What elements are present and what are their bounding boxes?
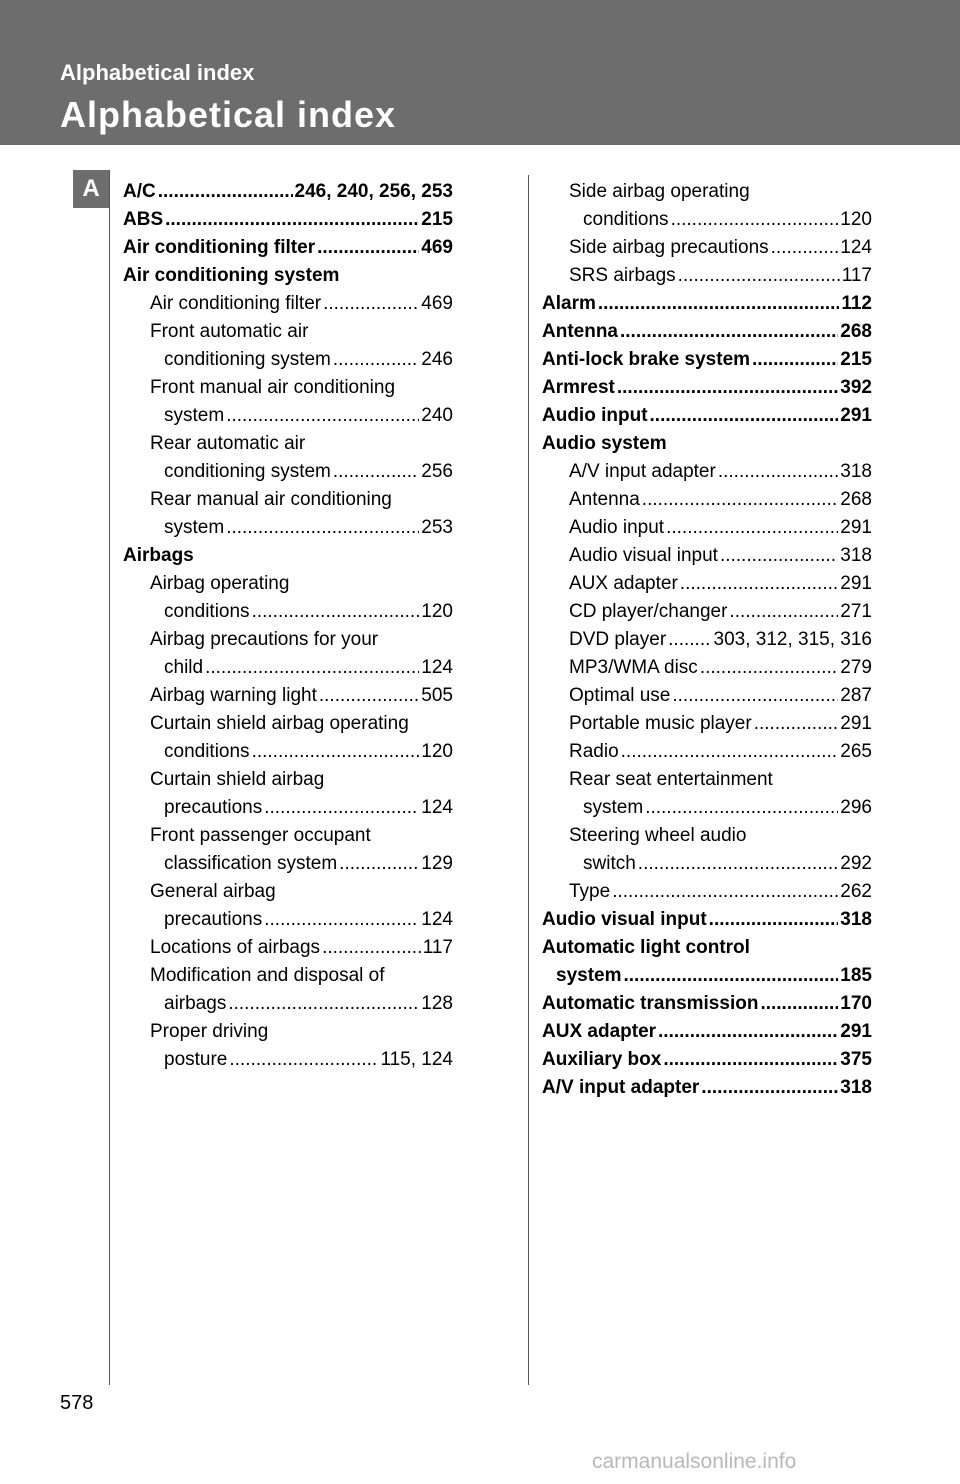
index-term: Air conditioning filter — [123, 237, 316, 258]
index-page-ref[interactable]: 215 — [421, 209, 453, 230]
index-page-ref[interactable]: 112 — [841, 293, 872, 314]
dot-leader — [663, 1046, 838, 1074]
index-entry — [542, 598, 872, 626]
dot-leader — [754, 710, 839, 738]
index-entry — [123, 1046, 453, 1074]
page-header — [0, 0, 960, 145]
index-page-ref[interactable]: 268 — [840, 489, 872, 510]
index-term: Type — [569, 881, 611, 902]
index-page-ref[interactable]: 124 — [421, 909, 453, 930]
index-term: Audio input — [542, 405, 648, 426]
index-entry — [123, 234, 453, 262]
index-entry — [542, 962, 872, 990]
index-entry — [542, 850, 872, 878]
index-term: posture — [164, 1049, 228, 1070]
index-entry — [123, 486, 453, 514]
index-entry — [123, 374, 453, 402]
index-entry — [123, 850, 453, 878]
index-term: system — [164, 517, 225, 538]
dot-leader — [252, 598, 420, 626]
index-page-ref[interactable]: 253 — [421, 517, 453, 538]
dot-leader — [621, 738, 839, 766]
dot-leader — [678, 262, 840, 290]
index-entry — [123, 654, 453, 682]
index-term: Antenna — [569, 489, 640, 510]
index-term: system — [583, 797, 644, 818]
index-entry — [542, 1018, 872, 1046]
index-entry — [123, 542, 453, 570]
index-entry — [542, 766, 872, 794]
index-term: Airbag operating — [150, 573, 290, 594]
index-entry — [542, 794, 872, 822]
index-term: Airbag warning light — [150, 685, 317, 706]
dot-leader — [165, 206, 419, 234]
section-letter-tab: A — [73, 170, 109, 208]
index-page-ref[interactable]: 124 — [421, 797, 453, 818]
index-term: Antenna — [542, 321, 618, 342]
dot-leader — [264, 794, 419, 822]
dot-leader — [729, 598, 838, 626]
index-column-right — [542, 178, 872, 1102]
dot-leader — [229, 1046, 378, 1074]
index-term: CD player/changer — [569, 601, 728, 622]
index-entry — [542, 318, 872, 346]
dot-leader — [671, 206, 839, 234]
index-page-ref[interactable]: 279 — [840, 657, 872, 678]
index-term: Optimal use — [569, 685, 671, 706]
dot-leader — [638, 850, 839, 878]
index-page-ref[interactable]: 318 — [840, 461, 872, 482]
dot-leader — [612, 878, 838, 906]
index-page-ref[interactable]: 246, 240, 256, 253 — [294, 181, 453, 202]
index-term: Portable music player — [569, 713, 752, 734]
index-term: Alarm — [542, 293, 596, 314]
index-entry — [542, 402, 872, 430]
dot-leader — [333, 458, 419, 486]
dot-leader — [642, 486, 839, 514]
index-term: Front passenger occupant — [150, 825, 371, 846]
index-term: system — [556, 965, 622, 986]
index-entry — [542, 206, 872, 234]
index-entry — [542, 878, 872, 906]
dot-leader — [672, 682, 838, 710]
index-term: General airbag — [150, 881, 276, 902]
index-page-ref[interactable]: 265 — [840, 741, 872, 762]
index-entry — [542, 570, 872, 598]
left-divider — [109, 170, 110, 1385]
index-term: classification system — [164, 853, 338, 874]
index-term: Airbags — [123, 545, 194, 566]
index-entry — [542, 654, 872, 682]
index-page-ref[interactable]: 303, 312, 315, 316 — [713, 629, 872, 650]
dot-leader — [333, 346, 419, 374]
dot-leader — [760, 990, 838, 1018]
dot-leader — [720, 542, 838, 570]
index-entry — [123, 514, 453, 542]
dot-leader — [771, 234, 839, 262]
index-page-ref[interactable]: 246 — [421, 349, 453, 370]
index-entry — [542, 178, 872, 206]
index-page-ref[interactable]: 185 — [840, 965, 872, 986]
index-entry — [542, 430, 872, 458]
index-page-ref[interactable]: 120 — [421, 601, 453, 622]
index-page-ref[interactable]: 271 — [840, 601, 872, 622]
index-entry — [123, 570, 453, 598]
index-term: Front automatic air — [150, 321, 309, 342]
dot-leader — [680, 570, 839, 598]
index-page-ref[interactable]: 318 — [840, 909, 872, 930]
index-term: precautions — [164, 797, 263, 818]
index-term: airbags — [164, 993, 227, 1014]
index-entry — [123, 738, 453, 766]
index-entry — [542, 486, 872, 514]
index-entry — [123, 290, 453, 318]
index-entry — [123, 262, 453, 290]
dot-leader — [666, 514, 838, 542]
index-term: Rear seat entertainment — [569, 769, 773, 790]
index-term: Curtain shield airbag — [150, 769, 325, 790]
index-term: Radio — [569, 741, 619, 762]
index-page-ref[interactable]: 469 — [421, 293, 453, 314]
index-term: Automatic transmission — [542, 993, 759, 1014]
index-entry — [542, 262, 872, 290]
index-page-ref[interactable]: 117 — [841, 265, 872, 286]
index-entry — [542, 1074, 872, 1102]
dot-leader — [598, 290, 839, 318]
index-page-ref[interactable]: 256 — [421, 461, 453, 482]
index-entry — [542, 234, 872, 262]
index-page-ref[interactable]: 318 — [840, 1077, 872, 1098]
dot-leader — [252, 738, 420, 766]
dot-leader — [658, 1018, 838, 1046]
index-entry — [542, 990, 872, 1018]
index-entry — [123, 906, 453, 934]
index-page-ref[interactable]: 292 — [840, 853, 872, 874]
index-term: Audio input — [569, 517, 665, 538]
index-page-ref[interactable]: 120 — [421, 741, 453, 762]
index-page-ref[interactable]: 291 — [840, 1021, 872, 1042]
index-term: switch — [583, 853, 636, 874]
index-term: precautions — [164, 909, 263, 930]
index-entry — [123, 1018, 453, 1046]
index-entry — [542, 710, 872, 738]
index-entry — [542, 822, 872, 850]
index-term: A/V input adapter — [569, 461, 716, 482]
index-entry — [123, 402, 453, 430]
dot-leader — [226, 402, 419, 430]
index-page-ref[interactable]: 115, 124 — [380, 1049, 453, 1070]
index-term: conditions — [583, 209, 669, 230]
index-term: DVD player — [569, 629, 667, 650]
index-page-ref[interactable]: 291 — [840, 405, 872, 426]
index-entry — [542, 374, 872, 402]
index-term: Locations of airbags — [150, 937, 321, 958]
index-entry — [542, 514, 872, 542]
index-page-ref[interactable]: 120 — [840, 209, 872, 230]
index-term: MP3/WMA disc — [569, 657, 698, 678]
dot-leader — [158, 178, 293, 206]
page-number: 578 — [60, 1392, 94, 1414]
index-page-ref[interactable]: 124 — [840, 237, 872, 258]
index-entry — [542, 626, 872, 654]
index-page-ref[interactable]: 128 — [421, 993, 453, 1014]
dot-leader — [650, 402, 839, 430]
index-page-ref[interactable]: 375 — [840, 1049, 872, 1070]
index-page-ref[interactable]: 240 — [421, 405, 453, 426]
index-page-ref[interactable]: 291 — [840, 713, 872, 734]
index-page-ref[interactable]: 268 — [840, 321, 872, 342]
index-page-ref[interactable]: 262 — [840, 881, 872, 902]
index-entry — [123, 346, 453, 374]
index-page-ref[interactable]: 505 — [421, 685, 453, 706]
index-term: child — [164, 657, 204, 678]
index-term: Automatic light control — [542, 937, 750, 958]
index-term: system — [164, 405, 225, 426]
index-term: SRS airbags — [569, 265, 676, 286]
dot-leader — [645, 794, 838, 822]
index-page-ref[interactable]: 124 — [421, 657, 453, 678]
index-term: AUX adapter — [569, 573, 678, 594]
index-term: Side airbag operating — [569, 181, 750, 202]
index-entry — [542, 934, 872, 962]
index-entry — [542, 906, 872, 934]
index-entry — [123, 206, 453, 234]
index-term: Air conditioning system — [123, 265, 340, 286]
index-entry — [123, 458, 453, 486]
index-page-ref[interactable]: 291 — [840, 573, 872, 594]
index-entry — [542, 290, 872, 318]
index-entry — [123, 710, 453, 738]
index-entry — [123, 178, 453, 206]
index-page-ref[interactable]: 469 — [421, 237, 453, 258]
index-term: Audio visual input — [542, 909, 707, 930]
dot-leader — [617, 374, 838, 402]
dot-leader — [620, 318, 838, 346]
dot-leader — [228, 990, 419, 1018]
index-entry — [123, 626, 453, 654]
index-page-ref[interactable]: 215 — [840, 349, 872, 370]
index-entry — [123, 766, 453, 794]
index-entry — [123, 962, 453, 990]
index-page-ref[interactable]: 117 — [422, 937, 453, 958]
index-entry — [123, 878, 453, 906]
index-term: AUX adapter — [542, 1021, 657, 1042]
index-column-left — [123, 178, 453, 1074]
dot-leader — [323, 290, 419, 318]
dot-leader — [226, 514, 419, 542]
dot-leader — [700, 654, 838, 682]
index-entry — [542, 1046, 872, 1074]
watermark: carmanualsonline.info — [592, 1450, 797, 1473]
index-entry — [123, 822, 453, 850]
index-term: Curtain shield airbag operating — [150, 713, 409, 734]
index-entry — [123, 934, 453, 962]
index-entry — [123, 794, 453, 822]
index-term: Audio visual input — [569, 545, 718, 566]
index-term: Front manual air conditioning — [150, 377, 396, 398]
index-entry — [123, 430, 453, 458]
dot-leader — [668, 626, 711, 654]
index-page-ref[interactable]: 296 — [840, 797, 872, 818]
index-page-ref[interactable]: 287 — [840, 685, 872, 706]
index-page-ref[interactable]: 392 — [840, 377, 872, 398]
index-term: Steering wheel audio — [569, 825, 747, 846]
dot-leader — [319, 682, 419, 710]
index-entry — [542, 738, 872, 766]
index-term: A/C — [123, 181, 156, 202]
index-entry — [123, 990, 453, 1018]
dot-leader — [624, 962, 839, 990]
dot-leader — [709, 906, 839, 934]
dot-leader — [322, 934, 421, 962]
index-term: Anti-lock brake system — [542, 349, 751, 370]
index-page-ref[interactable]: 129 — [421, 853, 453, 874]
index-term: Proper driving — [150, 1021, 269, 1042]
index-term: conditions — [164, 741, 250, 762]
index-term: Auxiliary box — [542, 1049, 662, 1070]
index-term: Audio system — [542, 433, 667, 454]
dot-leader — [339, 850, 419, 878]
index-term: Armrest — [542, 377, 615, 398]
index-term: conditions — [164, 601, 250, 622]
index-term: A/V input adapter — [542, 1077, 700, 1098]
page-title: Alphabetical index — [60, 94, 397, 135]
index-term: Modification and disposal of — [150, 965, 385, 986]
index-term: Air conditioning filter — [150, 293, 322, 314]
dot-leader — [264, 906, 419, 934]
dot-leader — [317, 234, 419, 262]
index-term: conditioning system — [164, 461, 331, 482]
index-term: conditioning system — [164, 349, 331, 370]
dot-leader — [752, 346, 838, 374]
dot-leader — [718, 458, 838, 486]
running-header: Alphabetical index — [60, 60, 255, 85]
index-page-ref[interactable]: 318 — [840, 545, 872, 566]
index-page-ref[interactable]: 170 — [840, 993, 872, 1014]
dot-leader — [205, 654, 419, 682]
index-term: Airbag precautions for your — [150, 629, 379, 650]
column-divider — [528, 175, 529, 1385]
dot-leader — [701, 1074, 838, 1102]
index-entry — [123, 682, 453, 710]
index-term: Rear automatic air — [150, 433, 306, 454]
index-entry — [542, 682, 872, 710]
index-entry — [542, 458, 872, 486]
index-term: ABS — [123, 209, 164, 230]
index-page-ref[interactable]: 291 — [840, 517, 872, 538]
index-term: Side airbag precautions — [569, 237, 769, 258]
index-term: Rear manual air conditioning — [150, 489, 392, 510]
index-entry — [542, 542, 872, 570]
index-entry — [123, 598, 453, 626]
index-entry — [542, 346, 872, 374]
index-entry — [123, 318, 453, 346]
